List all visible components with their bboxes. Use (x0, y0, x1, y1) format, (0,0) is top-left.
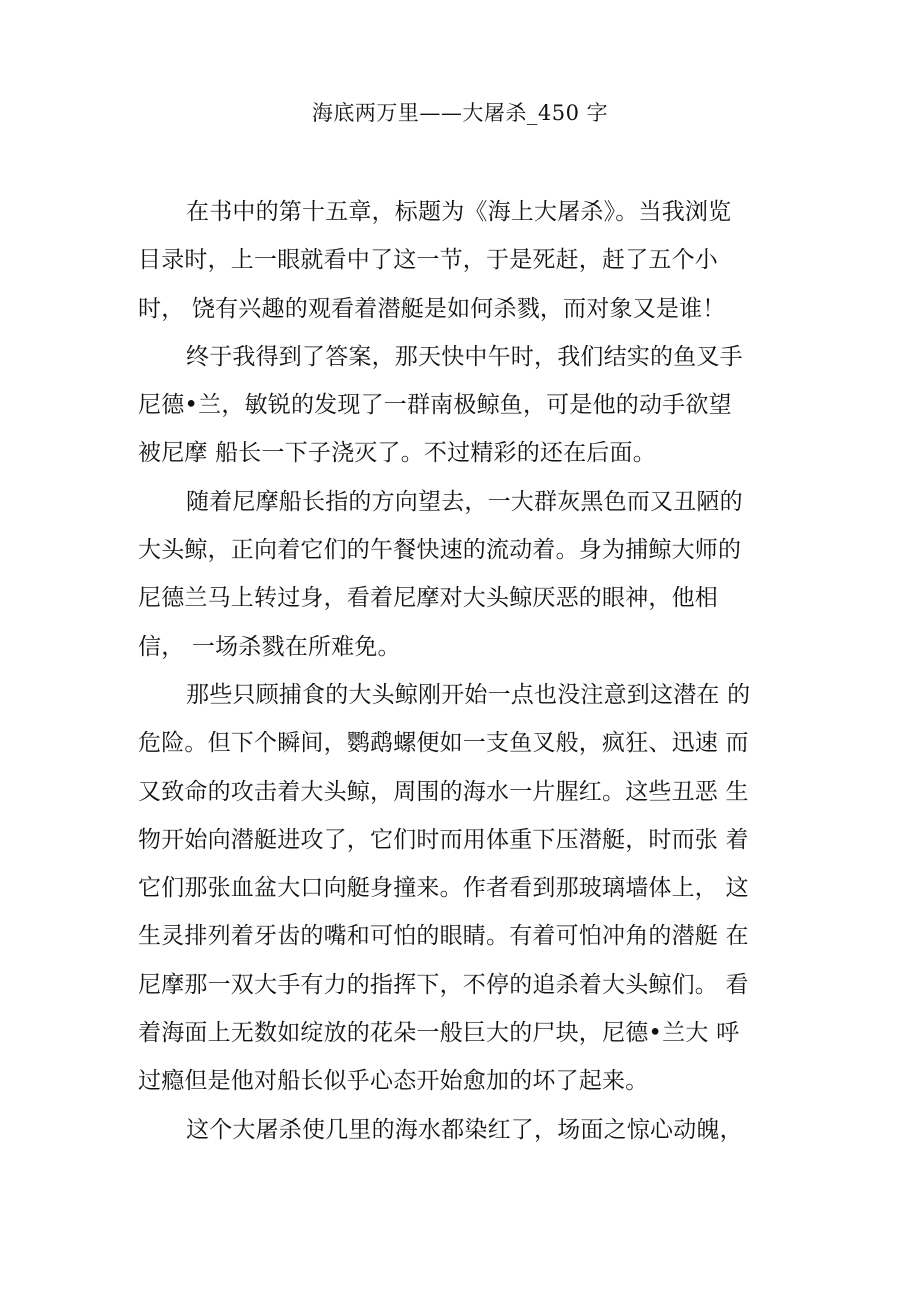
paragraph-4-line-2: 危险。但下个瞬间，鹦鹉螺便如一支鱼叉般，疯狂、迅速 而 (138, 730, 749, 757)
paragraph-4-line-1: 那些只顾捕食的大头鲸刚开始一点也没注意到这潜在 的 (186, 681, 751, 708)
paragraph-4-line-4: 物开始向潜艇进攻了，它们时而用体重下压潜艇，时而张 着 (138, 826, 749, 853)
paragraph-4-line-7: 尼摩那一双大手有力的指挥下，不停的追杀着大头鲸们。 看 (138, 971, 749, 998)
paragraph-5-line-1: 这个大屠杀使几里的海水都染红了，场面之惊心动魄， (186, 1116, 743, 1143)
paragraph-4-line-9: 过瘾但是他对船长似乎心态开始愈加的坏了起来。 (138, 1068, 649, 1095)
paragraph-3-line-3: 尼德兰马上转过身，看着尼摩对大头鲸厌恶的眼神，他相 (138, 585, 718, 612)
paragraph-2-line-3: 被尼摩 船长一下子浇灭了。不过精彩的还在后面。 (138, 440, 656, 467)
paragraph-4-line-6: 生灵排列着牙齿的嘴和可怕的眼睛。有着可怕冲角的潜艇 在 (138, 923, 749, 950)
paragraph-4-line-5: 它们那张血盆大口向艇身撞来。作者看到那玻璃墙体上， 这 (138, 875, 749, 902)
paragraph-1-line-3: 时， 饶有兴趣的观看着潜艇是如何杀戮，而对象又是谁！ (138, 295, 726, 322)
paragraph-1-line-1: 在书中的第十五章，标题为《海上大屠杀》。当我浏览 (186, 199, 732, 225)
paragraph-4-line-8: 着海面上无数如绽放的花朵一般巨大的尸块，尼德•兰大 呼 (138, 1020, 740, 1047)
document-title: 海底两万里——大屠杀_450 字 (311, 101, 609, 125)
paragraph-2-line-1: 终于我得到了答案，那天快中午时，我们结实的鱼叉手 (186, 343, 743, 370)
paragraph-3-line-4: 信， 一场杀戮在所难免。 (138, 633, 401, 660)
paragraph-1-line-2: 目录时，上一眼就看中了这一节，于是死赶，赶了五个小 (138, 247, 718, 274)
paragraph-4-line-3: 又致命的攻击着大头鲸，周围的海水一片腥红。这些丑恶 生 (138, 778, 749, 805)
paragraph-2-line-2: 尼德•兰，敏锐的发现了一群南极鲸鱼，可是他的动手欲望 (138, 392, 732, 419)
paragraph-3-line-2: 大头鲸，正向着它们的午餐快速的流动着。身为捕鲸大师的 (138, 537, 742, 564)
document-body (138, 188, 798, 1154)
paragraph-3-line-1: 随着尼摩船长指的方向望去，一大群灰黑色而又丑陋的 (186, 488, 743, 515)
